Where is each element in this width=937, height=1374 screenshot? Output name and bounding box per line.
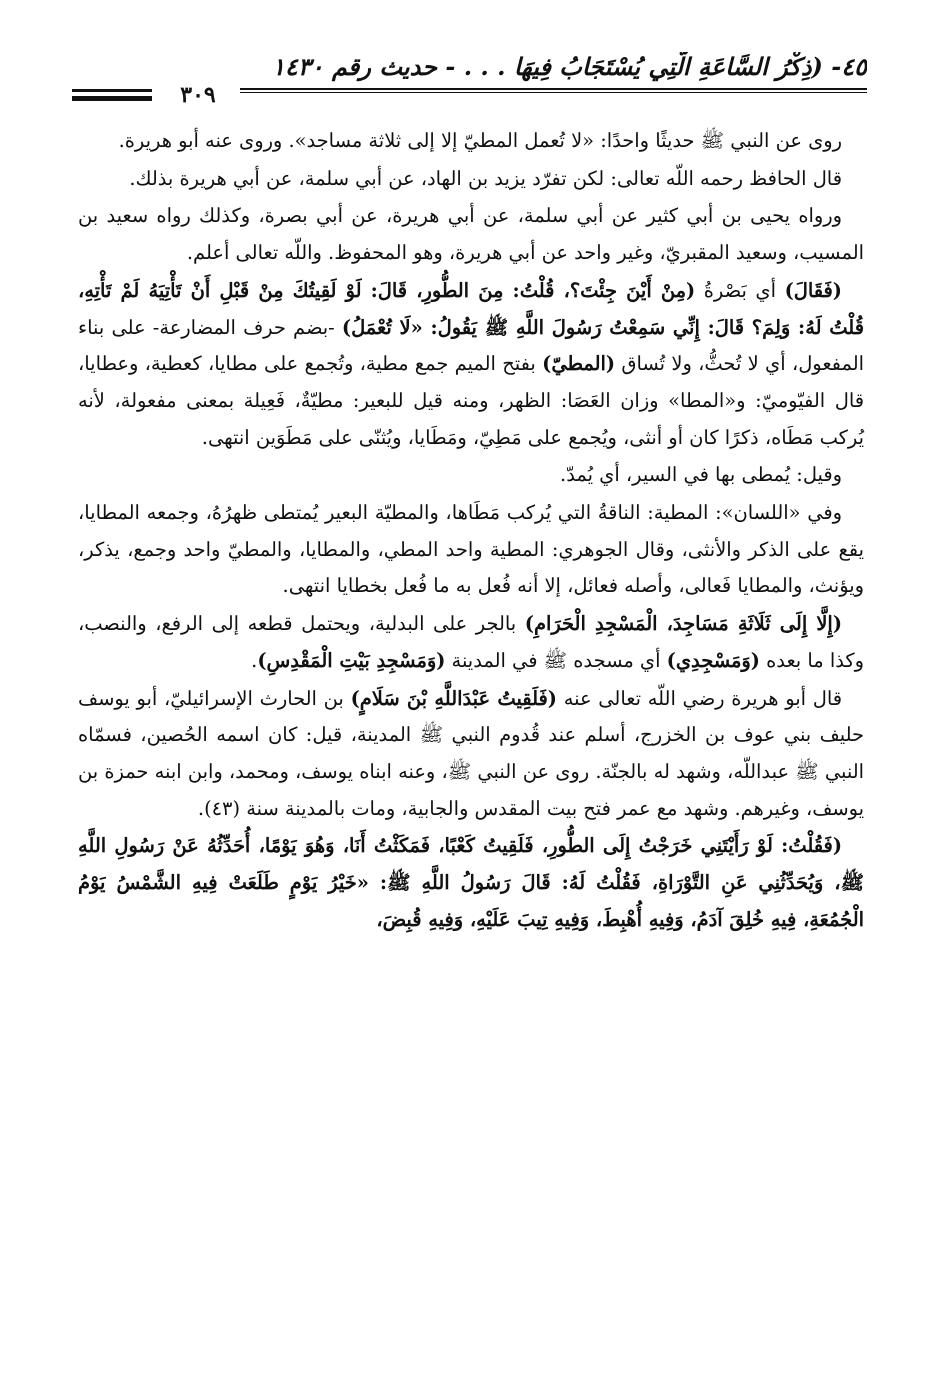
commentary-text: ورواه يحيى بن أبي كثير عن أبي سلمة، عن أبي هريرة، عن أبي بصرة، وكذلك رواه سعيد بن المسيب، وسعيد المقبريّ، وغير واحد عن أبي هريرة، وهو المحفوظ. واللّه تعالى أعلم. (78, 204, 864, 265)
body-text (78, 123, 864, 939)
paragraph (78, 273, 864, 457)
commentary-text: . (251, 648, 258, 672)
paragraph (78, 828, 864, 938)
commentary-text: أي بَصْرةُ (695, 278, 785, 302)
hadith-quote: (فَلَقِيتُ عَبْدَاللَّهِ بْنَ سَلَامٍ) (350, 686, 557, 710)
hadith-quote: (فَقُلْتُ: لَوْ رَأَيْتَنِي خَرَجْتُ إِلَى الطُّورِ، فَلَقِيتُ كَعْبًا، فَمَكَثْتُ أَنَا، وَهُوَ يَوْمًا، أُحَدِّثُهُ عَنْ رَسُولِ اللَّهِ ﷺ، وَيُحَدِّثُنِي عَنِ التَّوْرَاةِ، فَقُلْتُ لَهُ: قَالَ رَسُولُ اللَّهِ ﷺ: «خَيْرُ يَوْمٍ طَلَعَتْ فِيهِ الشَّمْسُ يَوْمُ الْجُمُعَةِ، فِيهِ خُلِقَ آدَمُ، وَفِيهِ أُهْبِطَ، وَفِيهِ تِيبَ عَلَيْهِ، وَفِيهِ قُبِضَ، (78, 834, 864, 931)
commentary-text: قال الحافظ رحمه اللّه تعالى: لكن تفرّد يزيد بن الهاد، عن أبي سلمة، عن أبي هريرة بذلك. (129, 166, 842, 190)
paragraph (78, 123, 864, 160)
commentary-text: وفي «اللسان»: المطية: الناقةُ التي يُركب مَطَاها، والمطيّة البعير يُمتطى ظهرُهُ، وجمعه المطايا، يقع على الذكر والأنثى، وقال الجوهري: المطية واحد المطي، والمطايا، والمطيّ واحد وجمع، يذكر، ويؤنث، والمطايا فَعالى، وأصله فعائل، إلا أنه فُعل به ما فُعل بخطايا انتهى. (78, 501, 864, 598)
paragraph (78, 606, 864, 679)
paragraph (78, 495, 864, 605)
commentary-text: بن الحارث الإسرائيليّ، أبو يوسف حليف بني عوف بن الخزرج، أسلم عند قُدوم النبي ﷺ المدينة، قيل: كان اسمه الحُصين، فسمّاه النبي ﷺ عبداللّه، وشهد له بالجنّة. روى عن النبي ﷺ، وعنه ابناه يوسف، ومحمد، وابن ابنه حمزة بن يوسف، وغيرهم. وشهد مع عمر فتح بيت المقدس والجابية، ومات بالمدينة سنة (٤٣). (78, 686, 864, 820)
hadith-quote: (وَمَسْجِدِي) (666, 648, 760, 672)
hadith-quote: (إِلَّا إِلَى ثَلَاثَةِ مَسَاجِدَ، الْمَسْجِدِ الْحَرَامِ) (524, 612, 842, 636)
commentary-text: روى عن النبي ﷺ حديثًا واحدًا: «لا تُعمل المطيّ إلا إلى ثلاثة مساجد». وروى عنه أبو هريرة. (118, 129, 842, 152)
page-number: ٣٠٩ (180, 82, 216, 108)
hadith-quote: (مِنْ أَيْنَ جِئْتَ؟، قُلْتُ: مِنَ الطُّورِ، قَالَ: لَوْ لَقِيتُكَ مِنْ قَبْلِ أَنْ تَأْتِيَهُ لَمْ تَأْتِهِ، قُلْتُ لَهُ: وَلِمَ؟ قَالَ: إِنِّي سَمِعْتُ رَسُولَ اللَّهِ ﷺ يَقُولُ: «لَا تُعْمَلُ) (78, 278, 864, 339)
running-title: ٤٥- (ذِكْرُ السَّاعَةِ الَّتِي يُسْتَجَابُ فِيهَا . . . - حديث رقم ١٤٣٠ (272, 52, 867, 81)
commentary-text: بفتح الميم جمع مطية، وتُجمع على مطايا، كعطية، وعطايا، قال الفيّوميّ: و«المطا» وزان العَصَا: الظهر، ومنه قيل للبعير: مطيّةٌ، فَعِيلة بمعنى مفعولة، لأنه يُركب مَطَاه، ذكرًا كان أو أنثى، ويُجمع على مَطِيّ، ومَطَايا، ويُثنّى على مَطَوَين انتهى. (78, 352, 864, 449)
paragraph (78, 198, 864, 271)
hadith-quote: (وَمَسْجِدِ بَيْتِ الْمَقْدِسِ) (257, 648, 446, 672)
paragraph (78, 681, 864, 828)
header-rule-short (72, 89, 152, 99)
commentary-text: بالجر على البدلية، ويحتمل قطعه إلى الرفع، والنصب، وكذا ما بعده (78, 612, 864, 672)
header-rule (240, 88, 867, 93)
commentary-text: وقيل: يُمطى بها في السير، أي يُمدّ. (560, 463, 842, 487)
hadith-quote: (فَقَالَ) (784, 278, 842, 302)
commentary-text: أي مسجده ﷺ في المدينة (445, 648, 667, 672)
hadith-quote: (المطيّ) (542, 352, 616, 376)
paragraph (78, 161, 864, 198)
page-header (72, 50, 867, 108)
commentary-text: -بضم حرف المضارعة- على بناء المفعول، أي لا تُحثُّ، ولا تُساق (78, 315, 864, 376)
commentary-text: قال أبو هريرة رضي اللّه تعالى عنه (556, 686, 842, 710)
paragraph (78, 457, 864, 494)
